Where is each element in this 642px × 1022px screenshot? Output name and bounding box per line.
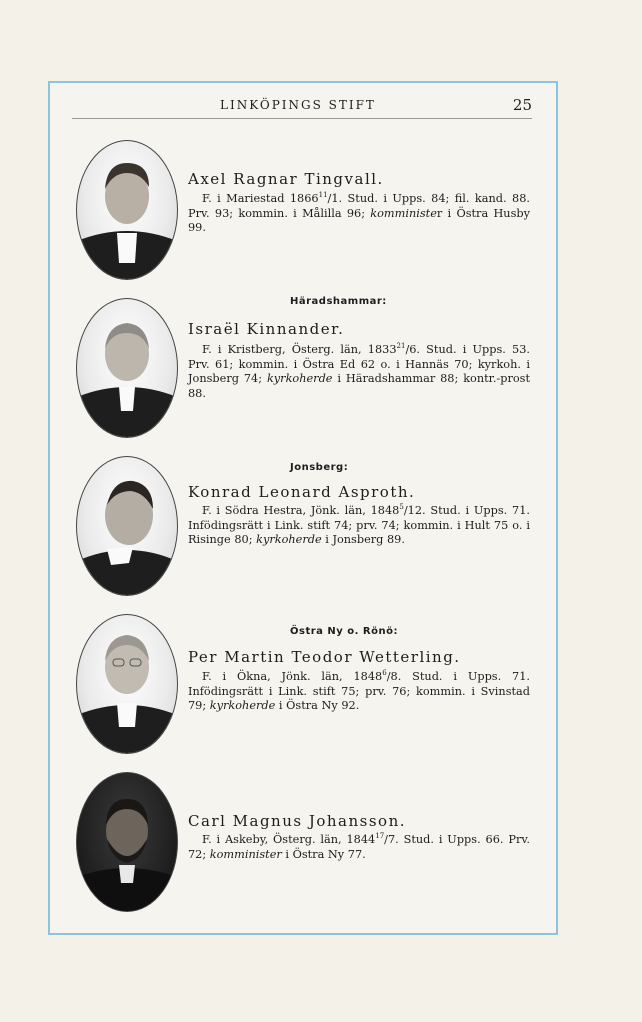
bio-date-superscript: 17 <box>375 832 385 841</box>
portrait-figure <box>77 457 177 595</box>
bio-text: F. i Mariestad 1866 <box>202 192 319 205</box>
running-header <box>72 96 532 119</box>
bio-title-italic: komministe <box>370 206 437 220</box>
bio-text: i Östra Ny 77. <box>281 847 366 861</box>
bio-title-italic: kyrkoherde <box>209 699 276 712</box>
bio-text: i Östra Ny 92. <box>275 699 360 712</box>
bio-text: i Häradshammar 88; kontr.-prost 88. <box>188 372 530 400</box>
bio-text: F. i Ökna, Jönk. län, 1848 <box>202 670 383 683</box>
person-biography <box>188 504 530 548</box>
bio-date-superscript: 6 <box>382 669 387 678</box>
bio-title-italic: komminister <box>209 847 282 861</box>
bio-text: /1. Stud. i Upps. 84; fil. kand. 88. Prv. 93; kommin. i Målilla 96; <box>188 192 530 220</box>
person-biography <box>188 343 530 401</box>
bio-text: F. i Askeby, Österg. län, 1844 <box>202 833 376 846</box>
page-number: 25 <box>512 96 532 114</box>
portrait-photo <box>76 298 178 438</box>
portrait-photo <box>76 456 178 596</box>
person-biography <box>188 192 530 236</box>
bio-date-superscript: 5 <box>399 503 404 512</box>
bio-text: /8. Stud. i Upps. 71. Infödingsrätt i Link. stift 75; prv. 76; kommin. i Svinstad 79; <box>188 670 531 712</box>
bio-text: r i Östra Husby 99. <box>188 206 530 234</box>
portrait-figure <box>77 615 177 753</box>
parish-heading: Jonsberg: <box>290 462 349 473</box>
bio-text: /6. Stud. i Upps. 53. Prv. 61; kommin. i Östra Ed 62 o. i Hannäs 70; kyrkoh. i Jonsberg 74; <box>188 343 531 385</box>
bio-date-superscript: 21 <box>396 342 406 351</box>
person-name: Axel Ragnar Tingvall. <box>188 170 384 188</box>
biography-entry <box>72 456 542 596</box>
bio-text: F. i Kristberg, Österg. län, 1833 <box>202 343 397 356</box>
portrait-figure <box>77 773 177 911</box>
biography-entry <box>72 614 542 754</box>
person-biography <box>188 670 530 714</box>
portrait-figure <box>77 141 177 279</box>
bio-text: /12. Stud. i Upps. 71. Infödingsrätt i Link. stift 74; prv. 74; kommin. i Hult 75 o. i Risinge 80; <box>188 504 530 546</box>
biography-entry <box>72 140 542 280</box>
bio-date-superscript: 11 <box>318 191 328 200</box>
bio-text: i Jonsberg 89. <box>321 533 405 546</box>
running-title: LINKÖPINGS STIFT <box>220 98 376 112</box>
bio-text: /7. Stud. i Upps. 66. Prv. 72; <box>188 833 530 861</box>
portrait-photo <box>76 772 178 912</box>
person-name: Per Martin Teodor Wetterling. <box>188 648 461 666</box>
person-name: Israël Kinnander. <box>188 320 345 338</box>
portrait-photo <box>76 614 178 754</box>
person-biography <box>188 833 530 862</box>
biography-entry <box>72 772 542 912</box>
portrait-figure <box>77 299 177 437</box>
bio-title-italic: kyrkoherde <box>266 372 333 385</box>
parish-heading: Häradshammar: <box>290 296 387 307</box>
bio-title-italic: kyrkoherde <box>256 533 322 546</box>
person-name: Carl Magnus Johansson. <box>188 812 407 830</box>
parish-heading: Östra Ny o. Rönö: <box>290 626 398 637</box>
person-name: Konrad Leonard Asproth. <box>188 483 416 501</box>
bio-text: F. i Södra Hestra, Jönk. län, 1848 <box>202 504 400 517</box>
biography-entry <box>72 298 542 438</box>
portrait-photo <box>76 140 178 280</box>
